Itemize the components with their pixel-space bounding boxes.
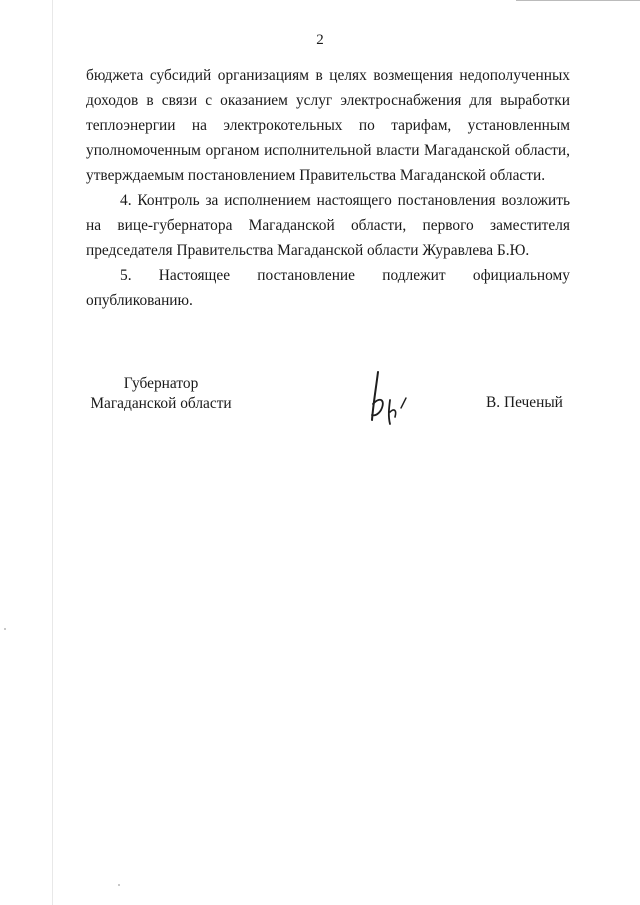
scan-artifact-dot bbox=[118, 884, 120, 886]
text-line: теплоэнергии на электрокотельных по тарифам, установленным bbox=[86, 117, 570, 134]
paragraph-item-4 bbox=[86, 188, 570, 263]
text-line: опубликованию. bbox=[86, 292, 193, 309]
signatory-position bbox=[86, 374, 236, 414]
position-line: Магаданской области bbox=[90, 395, 232, 412]
handwritten-signature bbox=[366, 368, 418, 428]
text-line: 4. Контроль за исполнением настоящего постановления возложить bbox=[120, 192, 570, 209]
text-line: 5. Настоящее постановление подлежит официальному bbox=[120, 267, 570, 284]
paragraph-item-5 bbox=[86, 263, 570, 313]
signatory-name: В. Печеный bbox=[486, 394, 563, 411]
text-line: утверждаемым постановлением Правительства Магаданской области. bbox=[86, 167, 546, 184]
text-line: уполномоченным органом исполнительной власти Магаданской области, bbox=[86, 142, 570, 159]
text-line: на вице-губернатора Магаданской области, первого заместителя bbox=[86, 217, 570, 234]
scan-artifact-edge bbox=[52, 0, 53, 905]
text-line: председателя Правительства Магаданской области Журавлева Б.Ю. bbox=[86, 242, 530, 259]
document-body bbox=[86, 63, 570, 313]
scan-artifact-dot bbox=[4, 628, 6, 630]
text-line: доходов в связи с оказанием услуг электроснабжения для выработки bbox=[86, 92, 570, 109]
position-line: Губернатор bbox=[123, 375, 199, 392]
scan-artifact-line bbox=[516, 0, 640, 1]
text-line: бюджета субсидий организациям в целях возмещения недополученных bbox=[86, 67, 570, 84]
page-number: 2 bbox=[316, 32, 324, 48]
paragraph-subsidies bbox=[86, 63, 570, 188]
